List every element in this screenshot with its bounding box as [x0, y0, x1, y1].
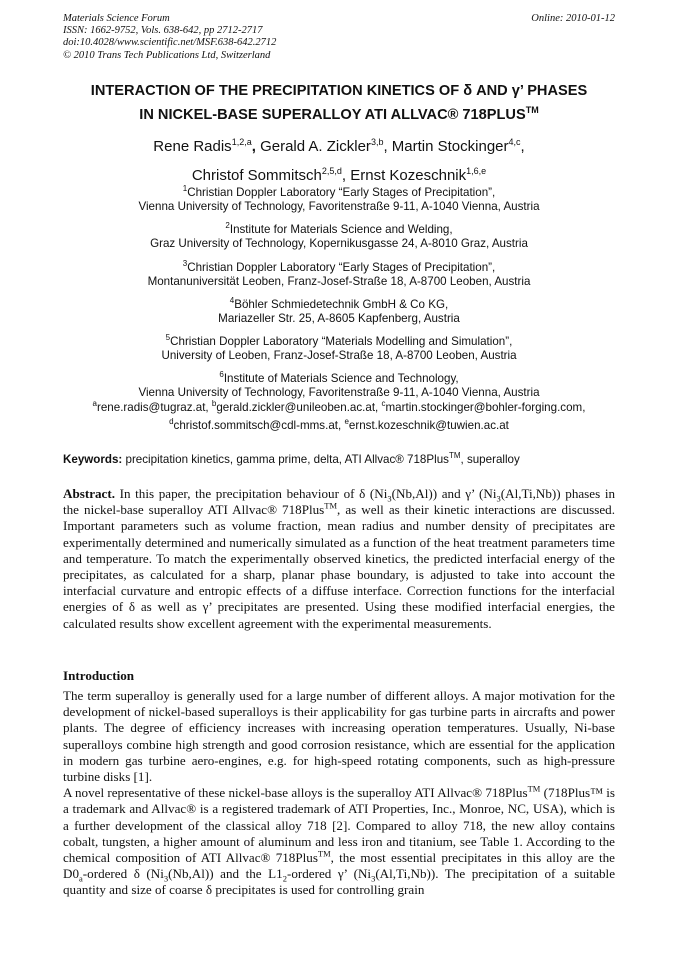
journal-name: Materials Science Forum: [63, 13, 170, 24]
subscript: 3: [496, 493, 501, 504]
email-line-2: [40, 415, 638, 433]
affiliation-num: 3: [182, 258, 188, 268]
author-sup: 1,6,e: [466, 166, 487, 176]
affiliation-line-2: University of Leoben, Franz-Josef-Straße 18, A-8700 Leoben, Austria: [161, 349, 517, 363]
author-sup: 4,c: [508, 137, 521, 147]
affiliation-num: 1: [182, 184, 188, 193]
keywords-text: precipitation kinetics, gamma prime, delta, ATI Allvac® 718Plus: [122, 452, 449, 466]
author-list: [40, 130, 638, 188]
affiliation-num: 2: [225, 221, 230, 231]
email-link[interactable]: christof.sommitsch@cdl-mms.at,: [173, 419, 345, 433]
superscript: TM: [317, 848, 331, 859]
email-tag: c: [381, 399, 386, 408]
affiliation-line-2: Vienna University of Technology, Favoritenstraße 9-11, A-1040 Vienna, Austria: [138, 200, 540, 214]
abstract-text: In this paper, the precipitation behaviour of δ (Ni: [115, 486, 388, 501]
issn-line: ISSN: 1662-9752, Vols. 638-642, pp 2712-2717: [63, 25, 263, 37]
email-list: [40, 397, 638, 434]
affiliation-line-2: Montanuniversität Leoben, Franz-Josef-Straße 18, A-8700 Leoben, Austria: [147, 274, 531, 288]
abstract-text: (Al,Ti,Nb)) phases in the nickel-base superalloy ATI Allvac® 718Plus: [63, 486, 615, 518]
paragraph-text: (Al,Ti,Nb)). The precipitation of a suitable quantity and size of coarse δ precipitates is used for controlling grain: [63, 866, 616, 898]
subscript: 3: [387, 493, 392, 504]
superscript: TM: [527, 783, 541, 794]
author-line-1: [40, 130, 638, 159]
abstract-label: Abstract.: [63, 486, 115, 501]
paper-title: [40, 82, 638, 125]
affiliation-line-1: [40, 182, 638, 200]
affiliation-text: Institute for Materials Science and Welding,: [229, 223, 453, 237]
affiliation-list: [40, 182, 638, 406]
affiliation-text: Christian Doppler Laboratory “Early Stages of Precipitation”,: [187, 185, 496, 199]
email-tag: b: [211, 399, 217, 408]
journal-header: [63, 13, 276, 62]
author-sup: 2,5,d: [321, 166, 342, 176]
email-link[interactable]: ernst.kozeschnik@tuwien.ac.at: [348, 419, 509, 433]
keywords-label: Keywords:: [63, 452, 123, 466]
affiliation: [40, 331, 638, 363]
email-link[interactable]: martin.stockinger@bohler-forging.com,: [385, 400, 586, 414]
subscript: a: [79, 873, 83, 884]
email-tag: e: [344, 417, 349, 427]
affiliation-line-2: Mariazeller Str. 25, A-8605 Kapfenberg, Austria: [218, 311, 460, 325]
title-line-2: [40, 101, 638, 125]
author-sup: 3,b: [370, 137, 384, 147]
affiliation-num: 5: [165, 333, 171, 343]
author-separator: ,: [251, 138, 261, 155]
email-tag: a: [92, 399, 97, 408]
title-tm: TM: [525, 105, 539, 115]
doi-line: doi:10.4028/www.scientific.net/MSF.638-642.2712: [63, 37, 277, 49]
paragraph-text: (718Plus™ is a trademark and Allvac® is a registered trademark of ATI Properties, Inc., Monroe, NC, USA), which is a further development of the classical alloy 718 [2]. Compared to alloy 718, the new alloy contains cobalt, tungsten, a higher amount of aluminum and less iron and titanium, see Table 1. According to the chemical composition of ATI Allvac® 718Plus: [63, 785, 615, 866]
subscript: 3: [163, 873, 169, 884]
author-name: Martin Stockinger: [391, 138, 509, 155]
paragraph-text: -ordered δ (Ni: [82, 866, 164, 882]
paragraph-text: -ordered γ’ (Ni: [286, 866, 372, 882]
author-separator: ,: [383, 138, 392, 155]
superscript: TM: [324, 500, 338, 511]
email-line-1: [40, 397, 638, 415]
subscript: 3: [371, 873, 376, 884]
keywords: [63, 449, 615, 467]
affiliation-line-2: Graz University of Technology, Kopernikusgasse 24, A-8010 Graz, Austria: [150, 237, 528, 251]
affiliation-text: Böhler Schmiedetechnik GmbH & Co KG,: [234, 297, 449, 311]
paragraph-text: , the most essential precipitates in this alloy are the D0: [63, 850, 615, 882]
affiliation-line-2: Vienna University of Technology, Favoritenstraße 9-11, A-1040 Vienna, Austria: [138, 386, 540, 400]
affiliation: [40, 219, 638, 251]
affiliation-line-1: [40, 331, 638, 349]
paragraph-text: A novel representative of these nickel-base alloys is the superalloy ATI Allvac® 718Plus: [63, 785, 528, 801]
email-link[interactable]: gerald.zickler@unileoben.ac.at,: [216, 400, 382, 414]
affiliation-text: Christian Doppler Laboratory “Early Stages of Precipitation”,: [187, 260, 496, 274]
section-heading: Introduction: [63, 668, 135, 683]
affiliation: [40, 294, 638, 326]
abstract-text: , as well as their kinetic interactions are discussed. Important parameters such as volume fraction, mean radius and number density of precipitates are experimentally determined and numerically simulated as a function of the heat treatment parameters time and temperature. To match the experimentally observed kinetics, the predicted interfacial energy of the precipitates, as calculated for a sharp, planar phase boundary, is adjusted to take into account the interfacial curvature and entropic effects of a diffuse interface. Correction functions for the interfacial energies of δ as well as γ’ precipitates are presented. Using these modified interfacial energies, the calculated results show excellent agreement with the experimental measurements.: [63, 502, 615, 631]
author-sup: 1,2,a: [231, 137, 252, 147]
affiliation: [40, 257, 638, 289]
affiliation-line-1: [40, 368, 638, 386]
email-tag: d: [169, 417, 174, 427]
affiliation-line-1: [40, 294, 638, 312]
affiliation-num: 6: [219, 370, 224, 380]
abstract: [63, 486, 615, 632]
online-date: Online: 2010-01-12: [531, 13, 615, 24]
keywords-tm: TM: [448, 451, 461, 460]
author-separator: ,: [520, 138, 525, 155]
paragraph: [63, 785, 615, 898]
author-name: Gerald A. Zickler: [260, 138, 371, 155]
title-line-1: INTERACTION OF THE PRECIPITATION KINETICS OF δ AND γ’ PHASES: [90, 83, 588, 99]
affiliation-num: 4: [229, 295, 235, 305]
affiliation: [40, 368, 638, 400]
introduction: [63, 688, 615, 899]
email-link[interactable]: rene.radis@tugraz.at,: [97, 400, 212, 414]
affiliation: [40, 182, 638, 214]
affiliation-text: Christian Doppler Laboratory “Materials Modelling and Simulation”,: [170, 334, 513, 348]
abstract-text: (Nb,Al)) and γ’ (Ni: [391, 486, 497, 501]
paragraph-text: (Nb,Al)) and the L1: [168, 866, 283, 882]
author-separator: ,: [341, 167, 351, 184]
paragraph: The term superalloy is generally used for a large number of different alloys. A major motivation for the development of nickel-based superalloys is their applicability for gas turbine parts in aircrafts and power plants. The degree of efficiency increases with increasing operation temperatures. Usually, Ni-base superalloys combine high strength and good corrosion resistance, which are essential for the application in modern gas turbine aero-engines, e.g. for high-speed rotating components, such as high-pressure turbine disks [1].: [63, 688, 615, 785]
title-line-2-text: IN NICKEL-BASE SUPERALLOY ATI ALLVAC® 718PLUS: [139, 106, 526, 123]
author-name: Christof Sommitsch: [191, 167, 322, 184]
affiliation-line-1: [40, 257, 638, 275]
subscript: 2: [282, 873, 287, 884]
author-name: Rene Radis: [153, 138, 232, 155]
keywords-text-end: , superalloy: [460, 452, 520, 466]
author-name: Ernst Kozeschnik: [350, 167, 467, 184]
copyright-line: © 2010 Trans Tech Publications Ltd, Switzerland: [63, 49, 271, 61]
affiliation-text: Institute of Materials Science and Technology,: [223, 372, 459, 386]
affiliation-line-1: [40, 219, 638, 237]
